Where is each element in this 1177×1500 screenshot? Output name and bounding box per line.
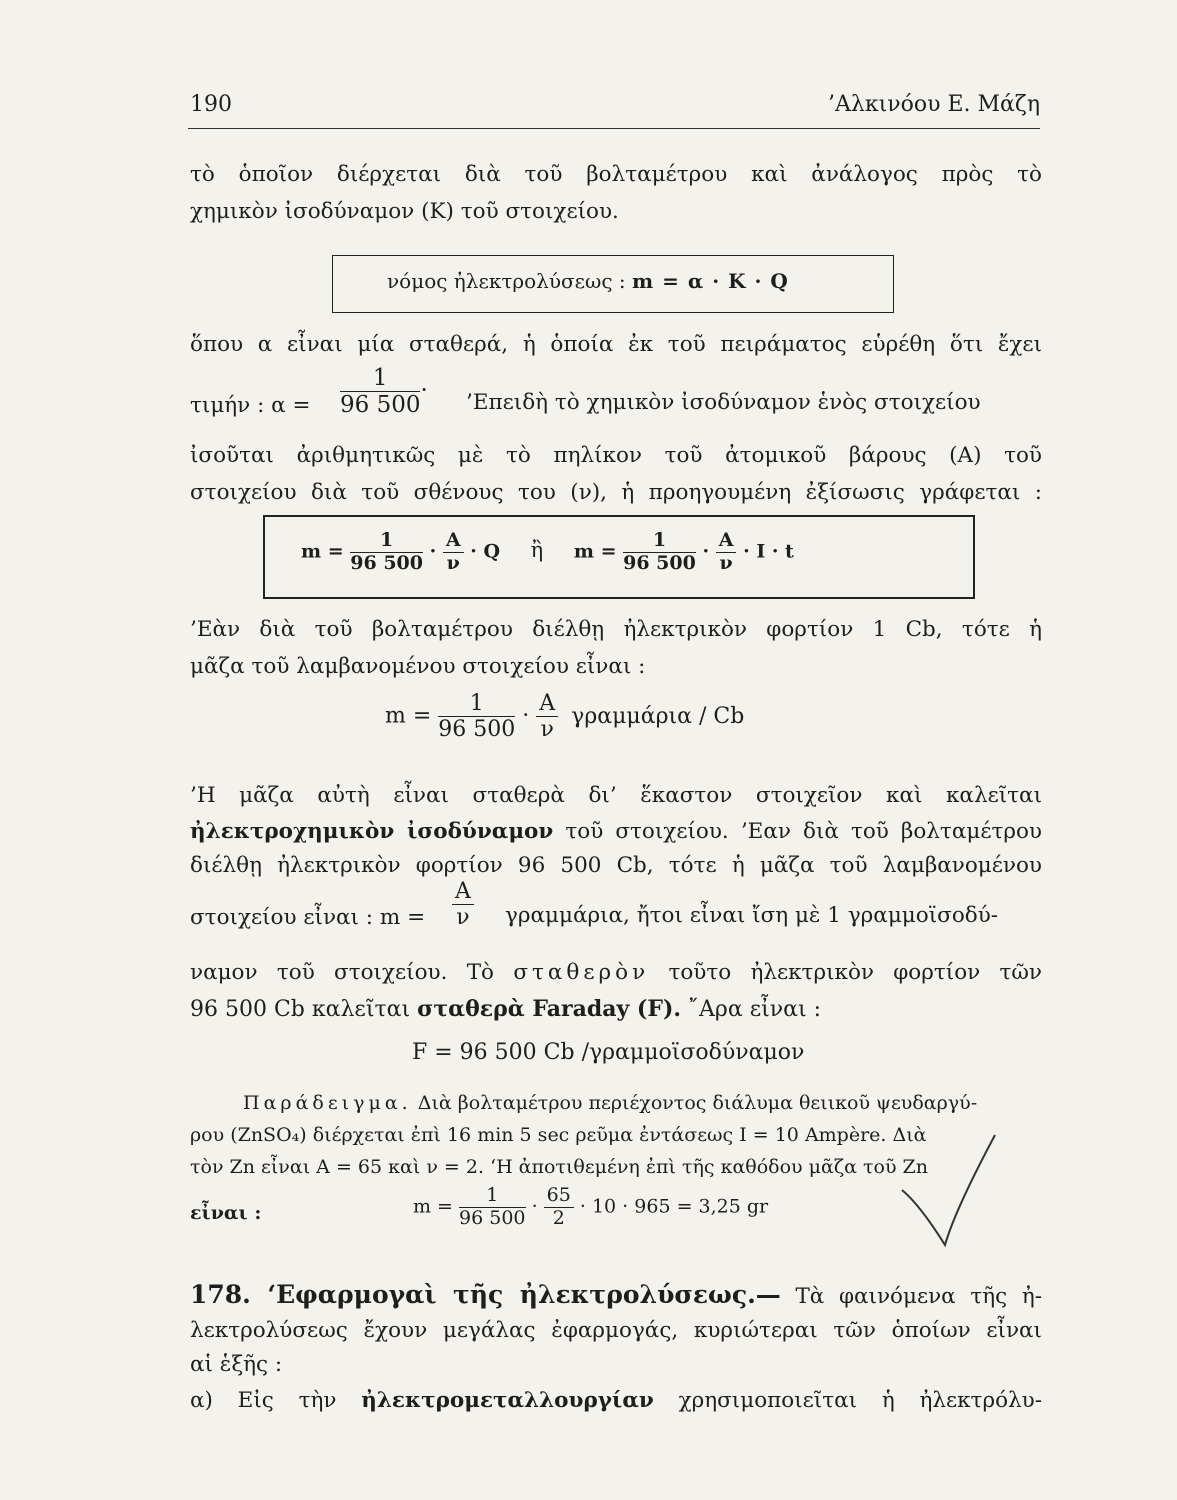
fraction-denominator: 96 500	[438, 717, 516, 743]
text-span: τοῦτο ἠλεκτρικὸν φορτίον τῶν	[668, 960, 1043, 985]
dot-operator: ·	[531, 1195, 538, 1218]
text-span: τοῦ στοιχείου. ’Εαν διὰ τοῦ βολταμέτρου	[565, 819, 1043, 844]
law-label: νόμος ἠλεκτρολύσεως :	[387, 269, 626, 293]
unit-label: γραμμάρια / Cb	[571, 703, 745, 729]
text-line: αἱ ἑξῆς :	[190, 1352, 283, 1377]
example-line: εἶναι :	[190, 1202, 262, 1224]
text-line	[190, 958, 1042, 988]
text-span: · 10 · 965 = 3,25 gr	[579, 1195, 769, 1218]
text-span: ναμον τοῦ στοιχείου. Τὸ	[190, 960, 495, 985]
alpha-label: τιμήν : α =	[190, 393, 311, 418]
text-line: στοιχείου εἶναι : m =	[190, 905, 426, 930]
term-electrochemical-equivalent: ἠλεκτροχημικὸν ἰσοδύναμον	[190, 819, 554, 844]
text-line: ἰσοῦται ἀριθμητικῶς μὲ τὸ πηλίκον τοῦ ἀτομικοῦ βάρους (A) τοῦ	[190, 443, 1042, 468]
text-span: Διὰ βολταμέτρου περιέχοντος διάλυμα θειικοῦ ψευδαργύ-	[417, 1092, 978, 1114]
formula-row	[301, 531, 794, 574]
dot-operator: ·	[702, 540, 710, 563]
fraction-denominator: 96 500	[340, 392, 421, 419]
text-span: χρησιμοποιεῖται ἡ ἠλεκτρόλυ-	[678, 1388, 1042, 1413]
text-span: 96 500 Cb καλεῖται	[190, 997, 411, 1022]
fraction-denominator: 2	[552, 1206, 565, 1229]
alpha-fraction: $\frac{1}{96 500}$ ·	[340, 365, 428, 419]
text-line: τὸ ὁποῖον διέρχεται διὰ τοῦ βολταμέτρου καὶ ἀνάλογος πρὸς τὸ	[190, 162, 1042, 187]
fraction-denominator: ν	[719, 551, 733, 574]
fraction-denominator: 96 500	[459, 1206, 526, 1229]
text-line: γραμμάρια, ἤτοι εἶναι ἴση μὲ 1 γραμμοϊσοδύ-	[505, 903, 999, 928]
page-header	[190, 92, 1040, 126]
section-heading: 178. ‘Εφαρμογαὶ τῆς ἠλεκτρολύσεως.—	[190, 1280, 781, 1309]
text-span: Τὰ φαινόμενα τῆς ἠ-	[795, 1284, 1042, 1309]
law-formula: m = α · K · Q	[632, 269, 789, 293]
fraction-numerator: 1	[340, 366, 420, 392]
formula-m: m =	[385, 703, 432, 729]
fraction-numerator: 1	[459, 1186, 525, 1208]
fraction-denominator: 96 500	[623, 551, 696, 574]
example-title: Παράδειγμα.	[243, 1092, 412, 1114]
fraction-denominator: ν	[446, 551, 460, 574]
mass-per-coulomb-equation	[385, 692, 744, 741]
electrolysis-law-box	[332, 255, 894, 313]
a-over-nu-fraction	[452, 880, 474, 929]
example-line: τὸν Zn εἶναι A = 65 καὶ ν = 2. ‘Η ἀποτιθεμένη ἐπὶ τῆς καθόδου μᾶζα τοῦ Zn	[190, 1156, 928, 1178]
header-rule	[188, 128, 1040, 129]
running-head-author: ’Αλκινόου Ε. Μάζη	[828, 92, 1040, 117]
text-line	[190, 1386, 1042, 1416]
example-equation	[413, 1186, 768, 1229]
dot-operator: ·	[429, 540, 437, 563]
term-electrometallurgy: ἠλεκτρομεταλλουργίαν	[361, 1388, 654, 1413]
formula-q: · Q	[470, 540, 501, 563]
page-number: 190	[190, 92, 232, 117]
fraction-numerator: 1	[623, 531, 696, 553]
fraction-denominator: ν	[456, 905, 470, 931]
text-line	[190, 817, 1042, 847]
text-line: ’Εὰν διὰ τοῦ βολταμέτρου διέλθῃ ἠλεκτρικὸν φορτίον 1 Cb, τότε ἡ	[190, 617, 1042, 642]
fraction-numerator: A	[716, 531, 737, 553]
text-line: χημικὸν ἰσοδύναμον (K) τοῦ στοιχείου.	[190, 199, 619, 224]
text-line: μᾶζα τοῦ λαμβανομένου στοιχείου εἶναι :	[190, 654, 646, 679]
fraction-numerator: A	[536, 692, 558, 717]
text-line: λεκτρολύσεως ἔχουν μεγάλας ἐφαρμογάς, κυριώτεραι τῶν ὁποίων εἶναι	[190, 1318, 1042, 1343]
formula-m: m =	[573, 540, 617, 563]
formula-m: m =	[413, 1195, 453, 1218]
example-line	[243, 1092, 1043, 1114]
fraction-numerator: 1	[438, 692, 515, 717]
fraction-numerator: A	[452, 880, 474, 905]
section-heading-line	[190, 1280, 1042, 1312]
text-line: ’Επειδὴ τὸ χημικὸν ἰσοδύναμον ἑνὸς στοιχείου	[466, 390, 981, 415]
fraction-denominator: 96 500	[350, 551, 423, 574]
formula-m: m =	[301, 540, 344, 563]
dot-operator: ·	[522, 703, 530, 729]
fraction-numerator: 1	[350, 531, 423, 553]
text-span: α) Εἰς τὴν	[190, 1388, 337, 1413]
text-line: ὅπου α εἶναι μία σταθερά, ἡ ὁποία ἐκ τοῦ πειράματος εὑρέθη ὅτι ἔχει	[190, 332, 1042, 357]
handwritten-check-mark	[900, 1130, 1000, 1250]
text-line: ’Η μᾶζα αὐτὴ εἶναι σταθερὰ δι’ ἕκαστον στοιχεῖον καὶ καλεῖται	[190, 783, 1042, 808]
spaced-word: σταθερὸν	[513, 960, 650, 985]
fraction-numerator: A	[443, 531, 464, 553]
term-faraday-constant: σταθερὰ Faraday (F).	[417, 996, 682, 1022]
faraday-equation: F = 96 500 Cb /γραμμοϊσοδύναμον	[412, 1040, 805, 1065]
text-line	[190, 994, 1042, 1025]
example-line: ρου (ZnSO₄) διέρχεται ἐπὶ 16 min 5 sec ρεῦμα ἐντάσεως I = 10 Ampère. Διὰ	[190, 1124, 927, 1146]
formula-box	[263, 515, 975, 599]
text-line: στοιχείου διὰ τοῦ σθένους του (ν), ἡ προηγουμένη ἐξίσωσις γράφεται :	[190, 480, 1042, 505]
fraction-numerator: 65	[544, 1186, 574, 1208]
text-line: διέλθῃ ἠλεκτρικὸν φορτίον 96 500 Cb, τότε ἡ μᾶζα τοῦ λαμβανομένου	[190, 853, 1042, 878]
formula-it: · I · t	[743, 540, 794, 563]
text-span: ῎Αρα εἶναι :	[688, 997, 821, 1022]
or-word: ἢ	[530, 538, 544, 563]
fraction-denominator: ν	[540, 717, 554, 743]
